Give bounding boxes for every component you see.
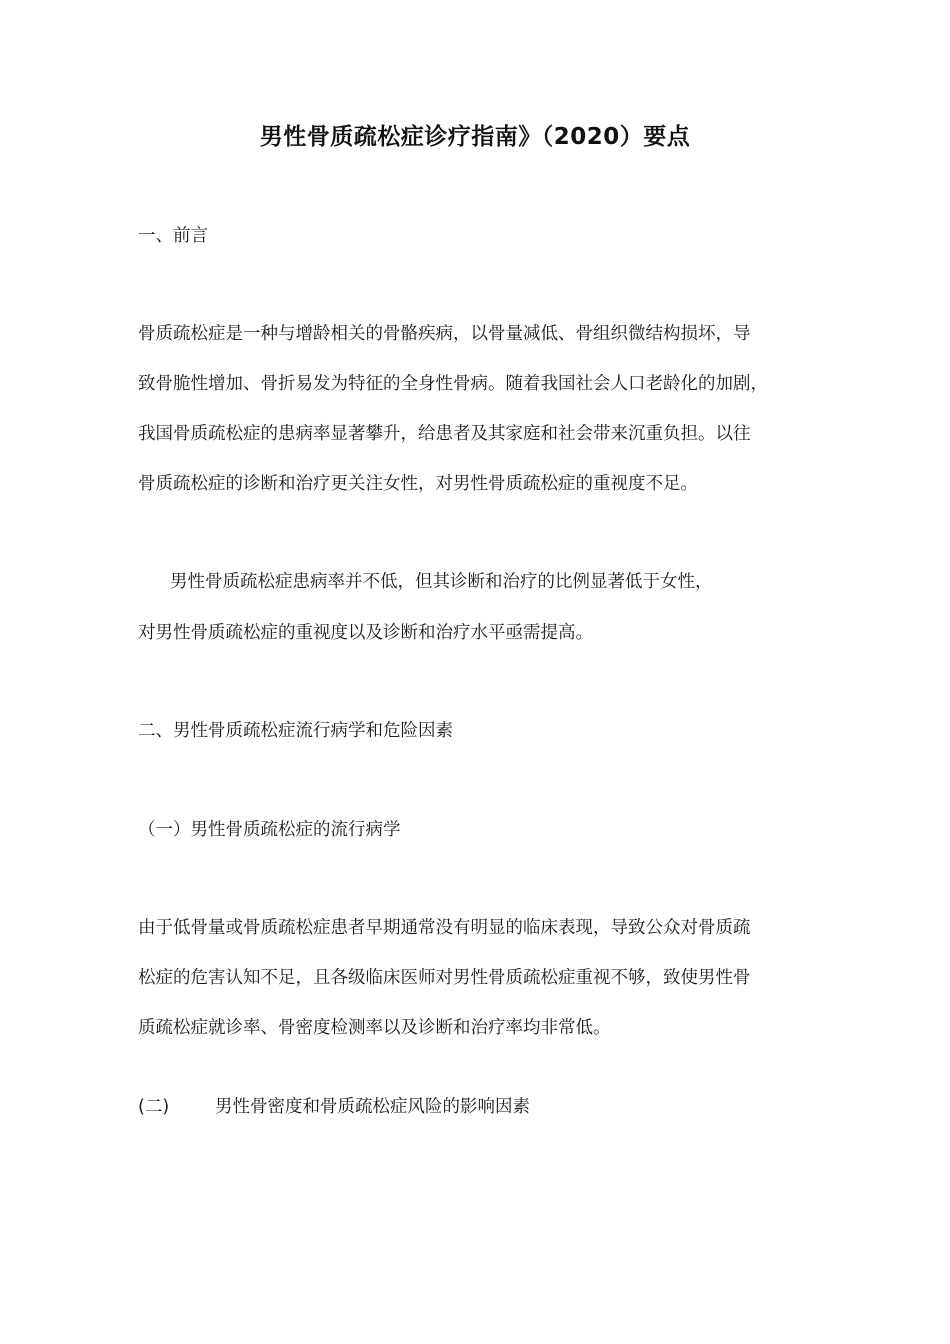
paragraph-line: 松症的危害认知不足，且各级临床医师对男性骨质疏松症重视不够，致使男性骨 [138, 968, 751, 988]
section-heading-preface: 一、前言 [138, 226, 208, 246]
document-title: 男性骨质疏松症诊疗指南》（2020）要点 [259, 124, 691, 150]
subsection-heading-1: （一）男性骨质疏松症的流行病学 [138, 820, 401, 840]
paragraph-line: 我国骨质疏松症的患病率显著攀升，给患者及其家庭和社会带来沉重负担。以往 [138, 424, 751, 444]
subsection-heading-2-text: 男性骨密度和骨质疏松症风险的影响因素 [215, 1097, 530, 1117]
paragraph-line: 质疏松症就诊率、骨密度检测率以及诊断和治疗率均非常低。 [138, 1018, 611, 1038]
paragraph-line: 对男性骨质疏松症的重视度以及诊断和治疗水平亟需提高。 [138, 623, 593, 643]
paragraph-line: 骨质疏松症是一种与增龄相关的骨骼疾病，以骨量减低、骨组织微结构损坏，导 [138, 324, 751, 344]
paragraph-line: 由于低骨量或骨质疏松症患者早期通常没有明显的临床表现，导致公众对骨质疏 [138, 918, 751, 938]
subsection-heading-2-number: (二) [138, 1097, 170, 1117]
paragraph-line: 致骨脆性增加、骨折易发为特征的全身性骨病。随着我国社会人口老龄化的加剧， [138, 374, 768, 394]
paragraph-line: 男性骨质疏松症患病率并不低，但其诊断和治疗的比例显著低于女性， [170, 572, 713, 592]
paragraph-line: 骨质疏松症的诊断和治疗更关注女性，对男性骨质疏松症的重视度不足。 [138, 474, 698, 494]
section-heading-epidemiology: 二、男性骨质疏松症流行病学和危险因素 [138, 721, 453, 741]
